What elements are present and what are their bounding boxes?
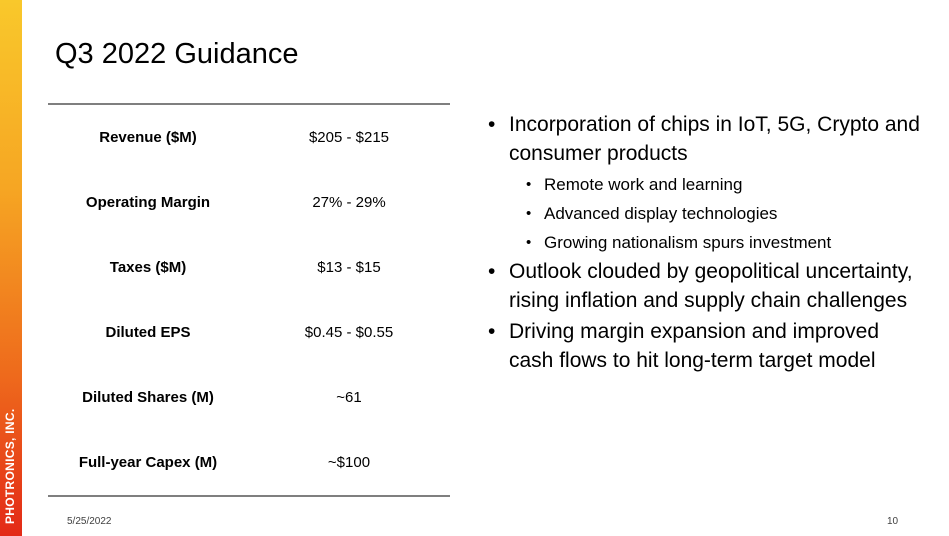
footer-date: 5/25/2022	[67, 516, 112, 527]
metric-label: Operating Margin	[85, 194, 211, 211]
table-row	[48, 170, 450, 235]
table-row	[48, 365, 450, 430]
guidance-table	[48, 103, 450, 497]
metric-value: ~61	[336, 389, 362, 406]
metric-value: ~$100	[327, 454, 371, 471]
table-row	[48, 104, 450, 170]
brand-bar	[0, 0, 22, 536]
page-number: 10	[887, 516, 899, 527]
table-row	[48, 235, 450, 300]
brand-name: PHOTRONICS, INC.	[3, 408, 17, 524]
sub-bullet-item: • Growing nationalism spurs investment	[488, 228, 928, 257]
metric-label: Taxes ($M)	[109, 259, 187, 276]
table-row	[48, 300, 450, 365]
table-row	[48, 430, 450, 496]
metric-value: $0.45 - $0.55	[304, 324, 394, 341]
metric-label: Diluted Shares (M)	[82, 389, 214, 406]
metric-value: $13 - $15	[317, 259, 381, 276]
metric-label: Revenue ($M)	[99, 129, 197, 146]
metric-value: 27% - 29%	[312, 194, 386, 211]
metric-label: Full-year Capex (M)	[78, 454, 218, 471]
sub-bullet-item: • Advanced display technologies	[488, 199, 928, 228]
slide-title: Q3 2022 Guidance	[55, 38, 299, 70]
bullet-item: • Outlook clouded by geopolitical uncertainty, rising inflation and supply chain challenges	[488, 257, 928, 315]
bullet-list	[488, 110, 928, 377]
metric-value: $205 - $215	[308, 129, 390, 146]
bullet-item: • Incorporation of chips in IoT, 5G, Crypto and consumer products	[488, 110, 928, 168]
metric-label: Diluted EPS	[105, 324, 191, 341]
bullet-item: • Driving margin expansion and improved cash flows to hit long-term target model	[488, 317, 928, 375]
sub-bullet-item: • Remote work and learning	[488, 170, 928, 199]
